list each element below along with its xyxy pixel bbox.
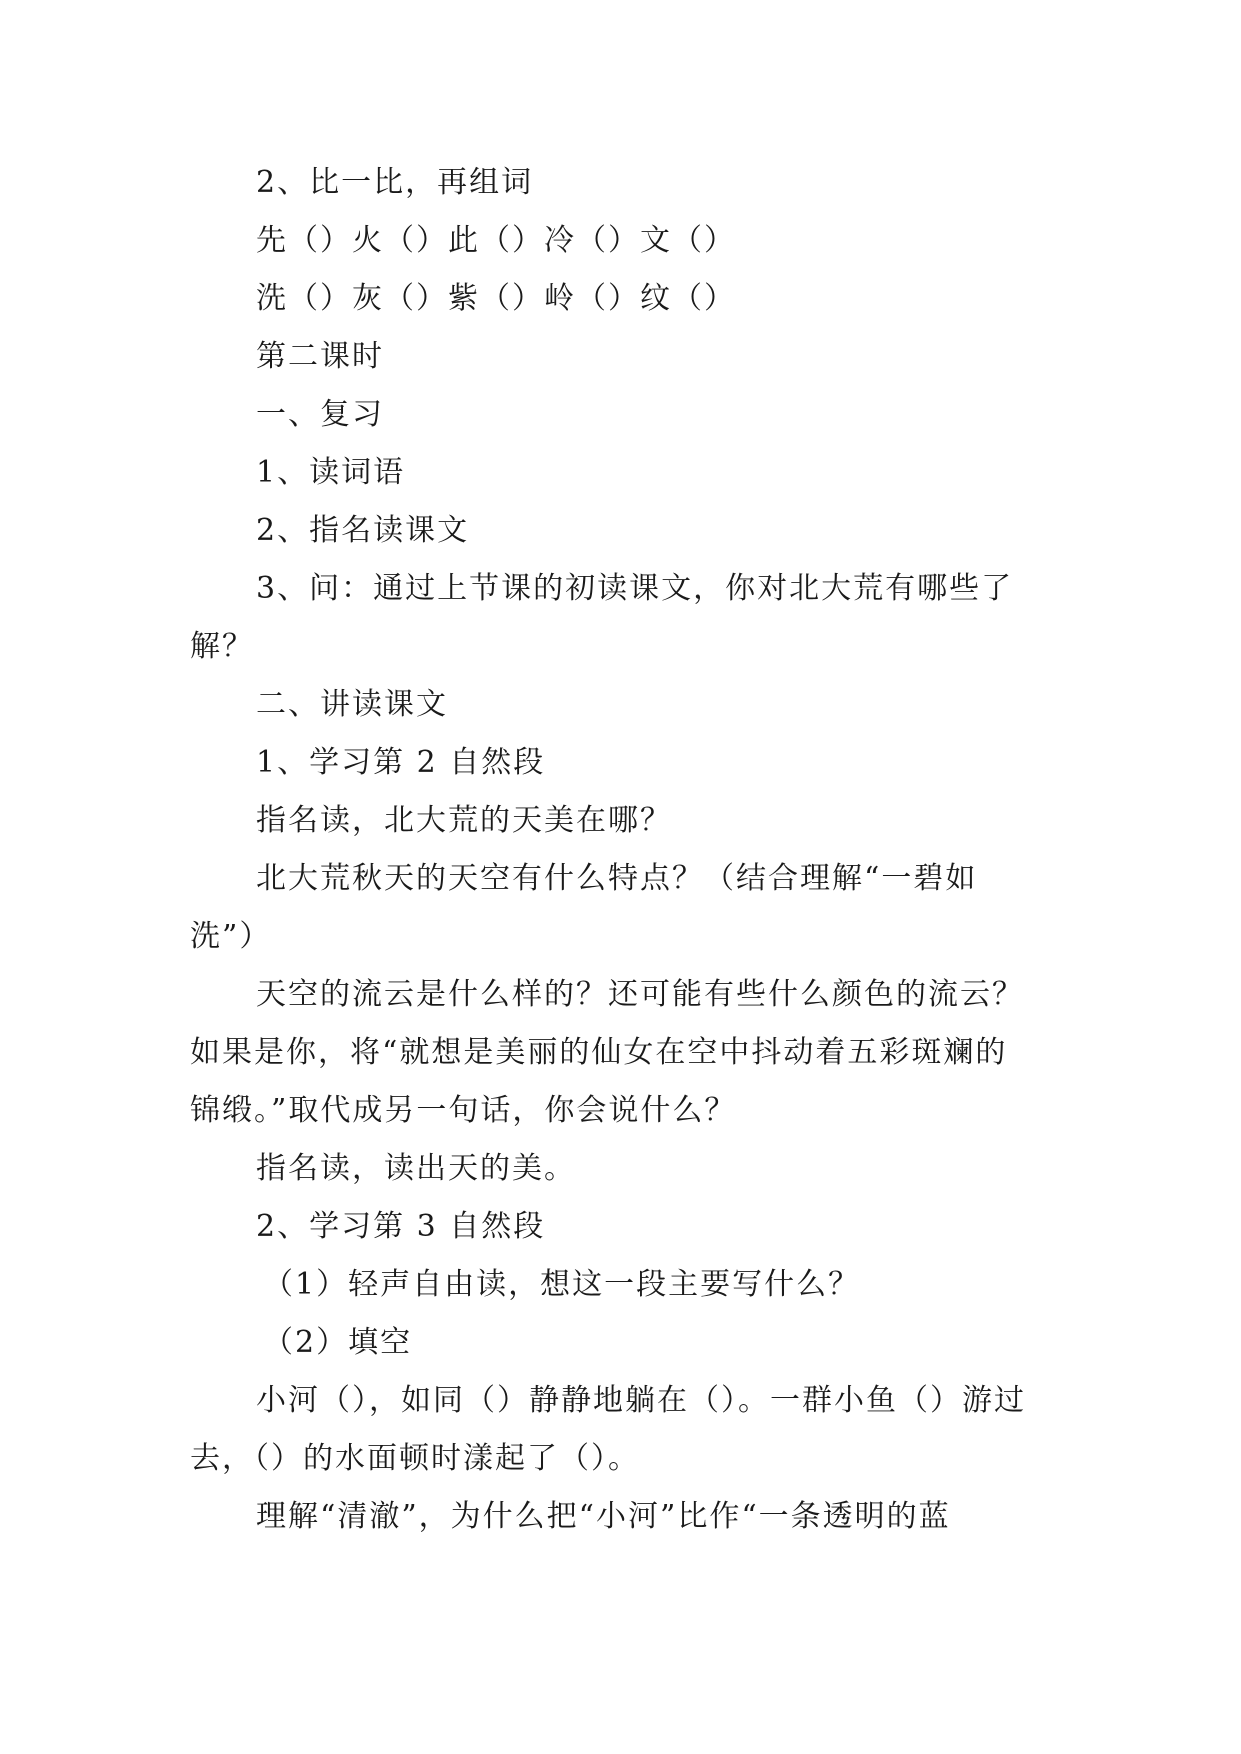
text-line: 去，（）的水面顿时漾起了（）。	[190, 1441, 640, 1476]
section-reading-heading: 二、讲读课文	[256, 687, 448, 722]
word-row-2: 洗（）灰（）紫（）岭（）纹（）	[256, 281, 736, 316]
text-line: 1、学习第 2 自然段	[256, 745, 546, 780]
text-line: 指名读，读出天的美。	[256, 1151, 576, 1186]
text-line: 理解“清澈”，为什么把“小河”比作“一条透明的蓝	[256, 1499, 951, 1534]
text-line: （1）轻声自由读，想这一段主要写什么？	[263, 1267, 861, 1302]
text-line: 2、指名读课文	[256, 513, 470, 548]
text-line: 指名读，北大荒的天美在哪？	[256, 803, 672, 838]
text-line: 洗”）	[190, 919, 272, 954]
text-line: 天空的流云是什么样的？还可能有些什么颜色的流云？	[256, 977, 1024, 1012]
text-line: 3、问：通过上节课的初读课文，你对北大荒有哪些了	[256, 571, 1014, 606]
text-line: （2）填空	[263, 1325, 413, 1360]
word-row-1: 先（）火（）此（）冷（）文（）	[256, 223, 736, 258]
text-line: 小河（），如同（）静静地躺在（）。一群小鱼（）游过	[256, 1383, 1026, 1418]
text-line: 1、读词语	[256, 455, 406, 490]
text-line: 解？	[190, 629, 254, 664]
exercise-heading: 2、比一比，再组词	[256, 165, 534, 200]
text-line: 如果是你，将“就想是美丽的仙女在空中抖动着五彩斑斓的	[190, 1035, 1008, 1070]
section-review-heading: 一、复习	[256, 397, 384, 432]
text-line: 北大荒秋天的天空有什么特点？（结合理解“一碧如	[256, 861, 978, 896]
text-line: 2、学习第 3 自然段	[256, 1209, 546, 1244]
text-line: 锦缎。”取代成另一句话，你会说什么？	[190, 1093, 737, 1128]
lesson-period-heading: 第二课时	[256, 339, 384, 374]
